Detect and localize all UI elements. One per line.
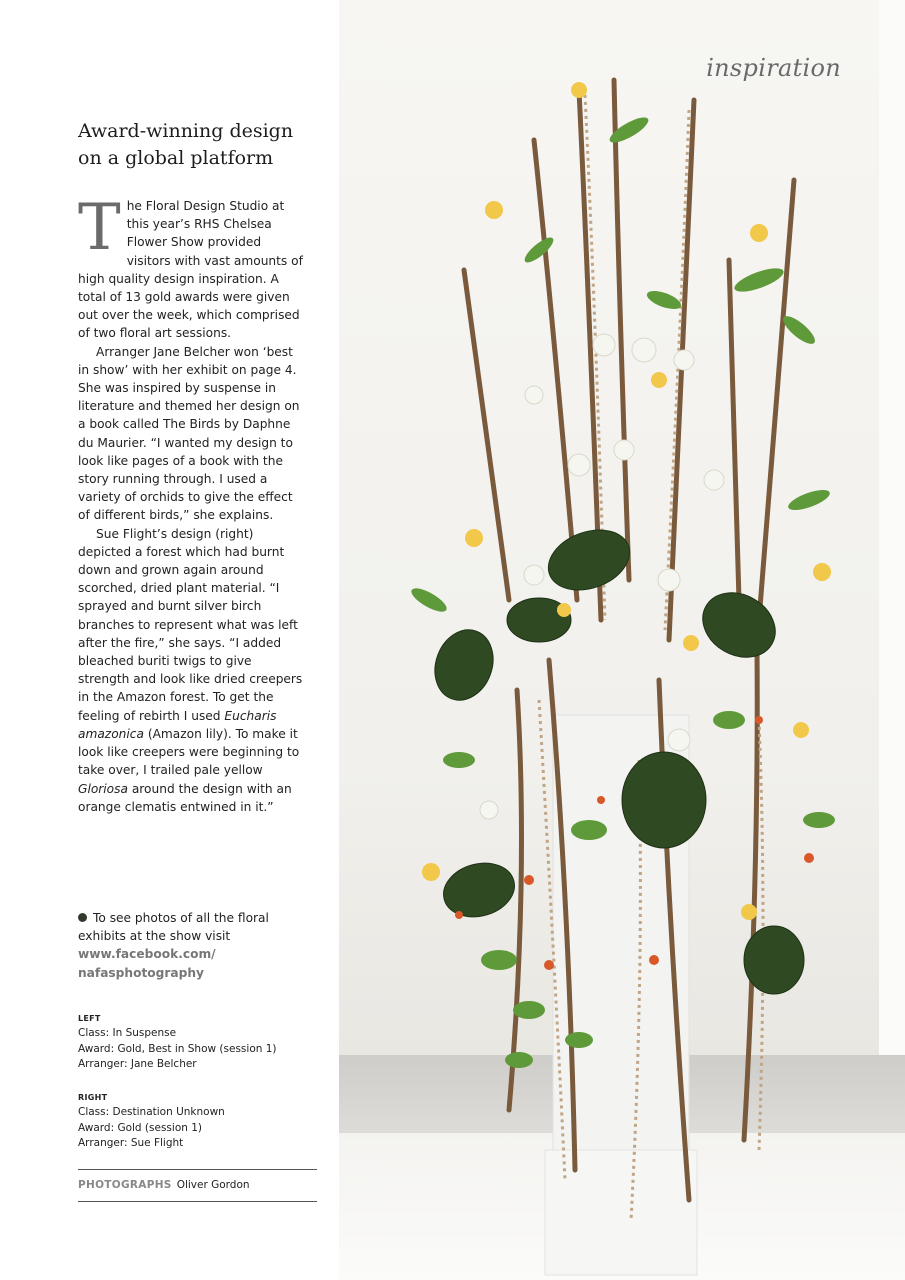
facebook-link[interactable] [78, 945, 308, 981]
caption-right [78, 1090, 318, 1152]
paragraph-3 [78, 525, 306, 816]
floral-arrangement-photo [339, 0, 905, 1280]
caption-right-arranger: Arranger: Sue Flight [78, 1137, 184, 1150]
article-column [0, 0, 339, 1280]
arrangement-illustration [339, 0, 905, 1280]
paragraph-1 [78, 191, 306, 343]
paragraph-3-text-b: (Amazon lily). To make it look like creepers were beginning to take over, I trailed pale yellow [78, 726, 300, 778]
info-box [78, 909, 308, 982]
info-text: To see photos of all the floral exhibits at the show visit [78, 911, 269, 944]
article-headline: Award-winning design on a global platform [78, 120, 294, 169]
paragraph-3-text-c: around the design with an orange clematis entwined in it.” [78, 781, 292, 814]
caption-left-class: Class: In Suspense [78, 1027, 177, 1040]
caption-left-award: Award: Gold, Best in Show (session 1) [78, 1042, 277, 1055]
section-label: inspiration [706, 54, 841, 82]
paragraph-1-text: he Floral Design Studio at this year’s RHS Chelsea Flower Show provided visitors with vast amounts of high quality design inspiration. A total of 13 gold awards were given out over the week, which comprised of two floral art sessions. [78, 199, 303, 341]
caption-right-class: Class: Destination Unknown [78, 1106, 225, 1119]
photo-credit-name: Oliver Gordon [176, 1179, 250, 1191]
caption-right-heading: RIGHT [78, 1093, 108, 1102]
caption-left [78, 1011, 318, 1073]
photo-credit-label: PHOTOGRAPHS [78, 1179, 172, 1191]
caption-left-arranger: Arranger: Jane Belcher [78, 1058, 197, 1071]
article-body [78, 191, 306, 816]
link-line-1: www.facebook.com/ [78, 947, 216, 962]
link-line-2: nafasphotography [78, 965, 204, 980]
paragraph-3-text: Sue Flight’s design (right) depicted a forest which had burnt down and grown again around scorched, dried plant material. “I sprayed and burnt silver birch branches to represent what was left after the fire,” she says. “I added bleached buriti twigs to give strength and look like dried creepers in the Amazon forest. To get the feeling of rebirth I used [78, 526, 303, 723]
paragraph-2: Arranger Jane Belcher won ‘best in show’ with her exhibit on page 4. She was inspired by suspense in literature and themed her design on a book called The Birds by Daphne du Maurier. “I wanted my design to look like pages of a book with the story running through. I used a variety of orchids to give the effect of different birds,” she explains. [78, 344, 300, 523]
species-name-gloriosa: Gloriosa [78, 781, 128, 796]
photo-credit [78, 1169, 317, 1202]
drop-cap: T [78, 191, 121, 265]
caption-right-award: Award: Gold (session 1) [78, 1121, 203, 1134]
caption-left-heading: LEFT [78, 1014, 101, 1023]
bullet-icon [78, 913, 87, 922]
species-name-eucharis: Eucharis amazonica [78, 708, 277, 741]
plinth-base [545, 1150, 697, 1275]
